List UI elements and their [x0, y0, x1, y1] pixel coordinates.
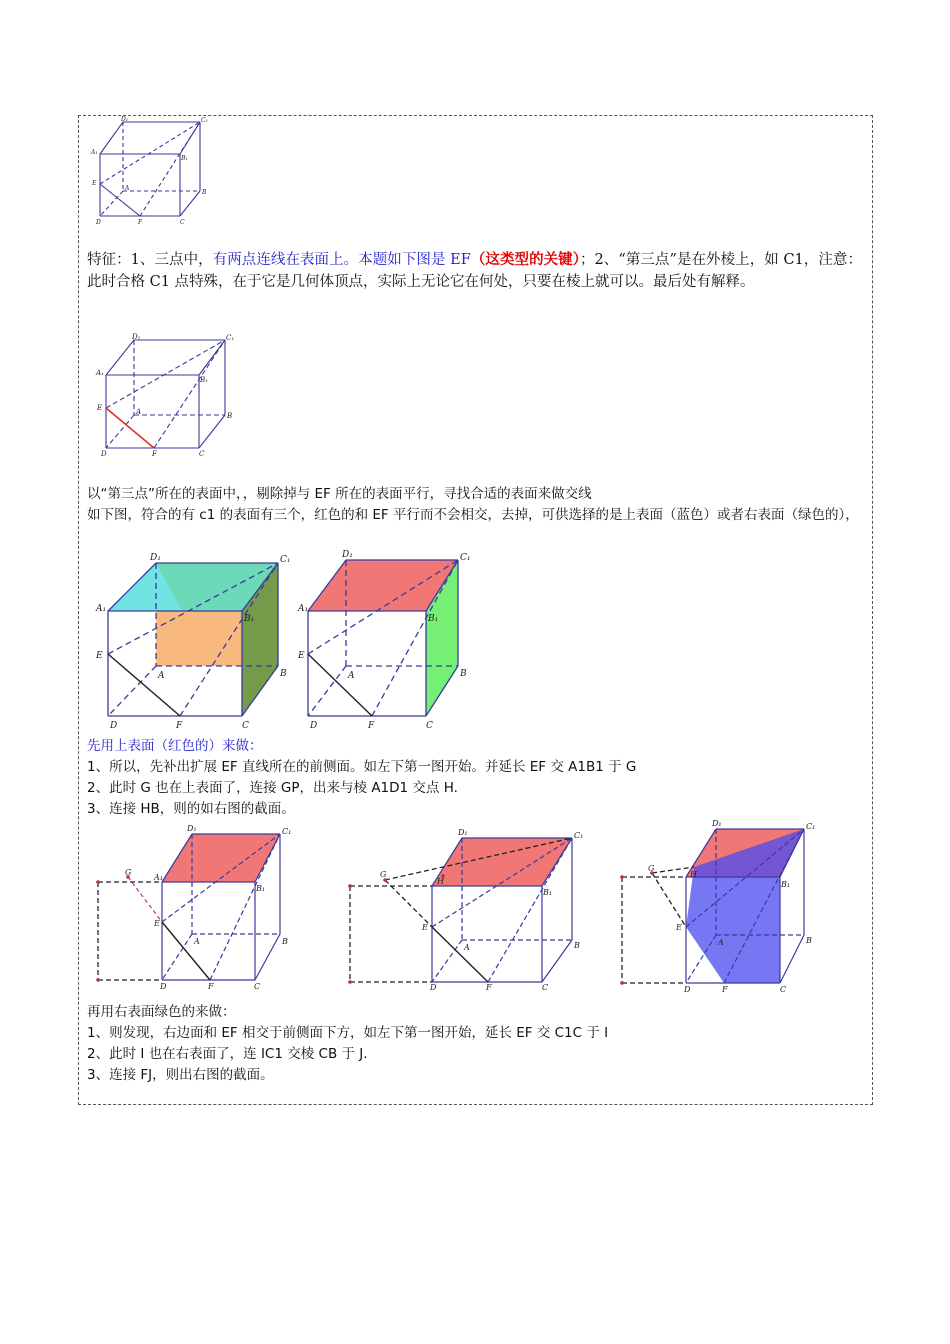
label-D1: D₁	[712, 819, 722, 828]
label-A: A	[348, 671, 355, 681]
label-H: H	[690, 870, 697, 879]
figure-cube-colored-right	[296, 548, 486, 733]
label-C: C	[426, 721, 433, 731]
label-D1: D₁	[132, 333, 141, 341]
label-C1: C₁	[226, 334, 235, 342]
figure-step-connect-gp	[340, 822, 590, 990]
label-D: D	[160, 982, 167, 990]
label-E: E	[154, 919, 160, 928]
label-A1: A₁	[154, 873, 163, 882]
label-B: B	[282, 937, 288, 946]
label-D: D	[310, 721, 318, 731]
label-B: B	[460, 669, 467, 679]
label-B: B	[202, 189, 207, 196]
section1-heading: 先用上表面（红色的）来做：	[87, 738, 263, 754]
label-C1: C₁	[280, 555, 291, 565]
label-H: H	[437, 877, 444, 886]
label-E: E	[422, 923, 428, 932]
section1-step-1: 1、所以，先补出扩展 EF 直线所在的前侧面。如左下第一图开始。并延长 EF 交 A1B1 于 G	[87, 759, 637, 775]
label-A: A	[194, 937, 200, 946]
label-A: A	[125, 185, 130, 192]
label-C: C	[180, 219, 185, 226]
label-F: F	[722, 985, 728, 993]
figure-cube-small-2	[92, 330, 242, 460]
section2-step-2: 2、此时 I 也在右表面了，连 IC1 交棱 CB 于 J.	[87, 1046, 368, 1062]
paragraph-surfaces: 如下图，符合的有 c1 的表面有三个，红色的和 EF 平行而不会相交，去掉，可供选择的是上表面（蓝色）或者右表面（绿色的），	[87, 507, 859, 523]
label-B: B	[227, 412, 233, 420]
label-D1: D₁	[187, 824, 197, 833]
label-B1: B₁	[200, 376, 208, 384]
label-F: F	[138, 219, 143, 226]
section2-step-3: 3、连接 FJ，则出右图的截面。	[87, 1067, 274, 1083]
label-G: G	[648, 864, 655, 873]
label-A1: A₁	[91, 149, 98, 156]
label-C1: C₁	[460, 553, 471, 563]
label-C1: C₁	[574, 831, 584, 840]
label-A1: A₁	[96, 604, 107, 614]
label-F: F	[176, 721, 183, 731]
label-B1: B₁	[781, 880, 791, 889]
label-C1: C₁	[201, 117, 208, 124]
label-D1: D₁	[121, 116, 129, 123]
section2-heading: 再用右表面绿色的来做：	[87, 1004, 236, 1020]
label-E: E	[92, 180, 97, 187]
label-E: E	[298, 651, 305, 661]
figure-step-cross-section	[612, 815, 827, 993]
label-A1: A₁	[96, 369, 104, 377]
label-D1: D₁	[150, 553, 161, 563]
label-D1: D₁	[458, 828, 468, 837]
features-highlight-blue: 有两点连线在表面上。本题如下图是 EF	[212, 252, 471, 268]
figure-cube-colored-left	[92, 548, 292, 733]
label-C: C	[780, 985, 787, 993]
label-B1: B₁	[428, 614, 439, 624]
label-A1: A₁	[298, 604, 309, 614]
label-B: B	[280, 669, 287, 679]
label-A: A	[718, 938, 724, 947]
paragraph-third-point: 以“第三点”所在的表面中，，剔除掉与 EF 所在的表面平行，寻找合适的表面来做交线	[87, 486, 592, 502]
label-F: F	[486, 983, 492, 990]
features-rest: ；2、“第三点”是在外棱上，如 C1，注意：此时合格 C1 点特殊，在于它是几何体顶点，实际上无论它在何处，只要在棱上就可以。最后处有解释。	[87, 252, 862, 290]
label-F: F	[368, 721, 375, 731]
label-E: E	[96, 651, 103, 661]
section1-step-3: 3、连接 HB，则的如右图的截面。	[87, 801, 295, 817]
label-F: F	[208, 982, 214, 990]
label-D: D	[684, 985, 691, 993]
label-D: D	[101, 450, 107, 458]
label-C: C	[242, 721, 249, 731]
label-C1: C₁	[282, 827, 292, 836]
section1-step-2: 2、此时 G 也在上表面了，连接 GP，出来与棱 A1D1 交点 H.	[87, 780, 458, 796]
label-G: G	[380, 870, 387, 879]
features-highlight-red: （这类型的关键）	[470, 251, 581, 268]
label-D: D	[430, 983, 437, 990]
label-F: F	[152, 450, 157, 458]
figure-step-extend-ef	[90, 822, 300, 990]
figure-cube-small-1	[88, 116, 218, 228]
label-D: D	[96, 219, 101, 226]
label-C: C	[254, 982, 261, 990]
label-D1: D₁	[342, 550, 353, 560]
label-C1: C₁	[806, 822, 816, 831]
label-B1: B₁	[543, 888, 553, 897]
paragraph-features	[87, 249, 862, 293]
section2-step-1: 1、则发现，右边面和 EF 相交于前侧面下方，如左下第一图开始，延长 EF 交 C1C 于 I	[87, 1025, 609, 1041]
label-A: A	[464, 943, 470, 952]
label-B: B	[574, 941, 580, 950]
features-prefix: 特征：1、三点中，	[87, 252, 213, 268]
label-G: G	[125, 868, 132, 877]
label-B1: B₁	[181, 155, 188, 162]
label-A: A	[136, 408, 142, 416]
label-B1: B₁	[244, 614, 255, 624]
label-E: E	[676, 923, 682, 932]
label-A: A	[158, 671, 165, 681]
label-D: D	[110, 721, 118, 731]
label-C: C	[542, 983, 549, 990]
label-E: E	[97, 404, 103, 412]
label-C: C	[199, 450, 205, 458]
label-B: B	[806, 936, 812, 945]
label-B1: B₁	[256, 884, 266, 893]
